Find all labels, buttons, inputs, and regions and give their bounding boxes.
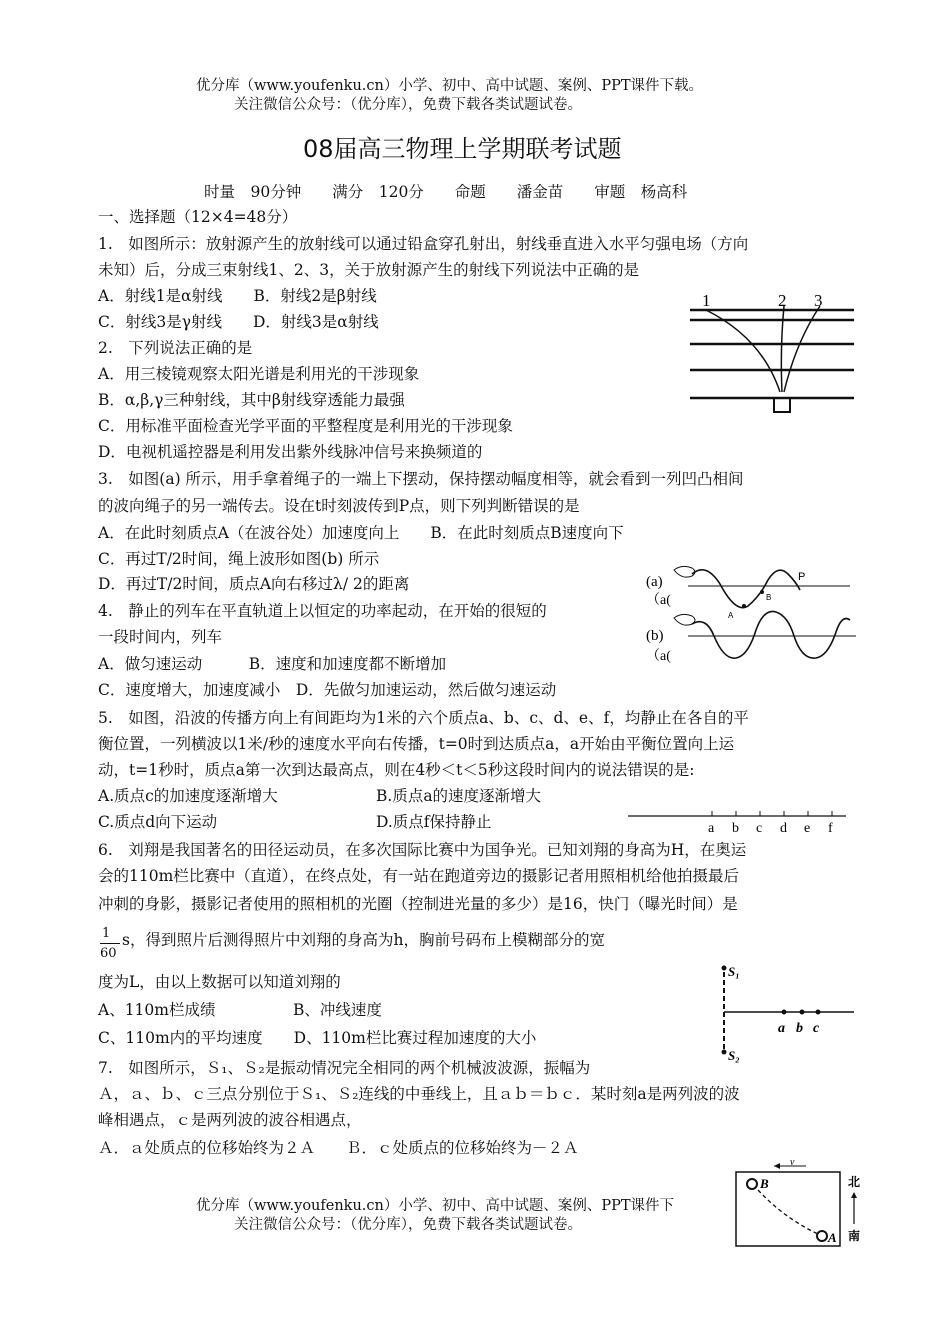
q2-stem: 2. 下列说法正确的是 bbox=[98, 339, 253, 357]
q5-option-b: B.质点a的速度逐渐增大 bbox=[376, 787, 542, 805]
q7-stem-2: Ａ，ａ、ｂ、ｃ三点分别位于Ｓ₁、Ｓ₂连线的中垂线上，且ａｂ＝ｂｃ．某时刻a是两列波的波 bbox=[98, 1085, 740, 1103]
q7-figure bbox=[716, 956, 856, 1066]
exam-meta: 时量 90分钟 满分 120分 命题 潘金苗 审题 杨高科 bbox=[204, 183, 688, 201]
q3-fig-label-a2: （a( bbox=[646, 593, 671, 608]
q6-option-cd: C、110m内的平均速度 D、110m栏比赛过程加速度的大小 bbox=[98, 1029, 537, 1047]
q5-fig-label-b: b bbox=[732, 821, 739, 836]
q7-fig-S2: S₂ bbox=[728, 1048, 740, 1063]
q1-stem-2: 未知）后，分成三束射线1、2、3，关于放射源产生的射线下列说法中正确的是 bbox=[98, 261, 640, 279]
q6-fraction-numerator: 1 bbox=[102, 926, 111, 941]
q5-option-d: D.质点f保持静止 bbox=[376, 813, 492, 831]
q2-option-a: A．用三棱镜观察太阳光谱是利用光的干涉现象 bbox=[98, 365, 420, 383]
q5-fig-label-d: d bbox=[780, 821, 787, 836]
footer-fig-v: v bbox=[790, 1158, 795, 1168]
q4-stem-1: 4. 静止的列车在平直轨道上以恒定的功率起动，在开始的很短的 bbox=[98, 602, 547, 620]
q2-option-b: B．α,β,γ三种射线，其中β射线穿透能力最强 bbox=[98, 391, 405, 409]
page-title: 08届高三物理上学期联考试题 bbox=[303, 135, 622, 163]
q1-stem-1: 1. 如图所示：放射源产生的放射线可以通过铅盒穿孔射出，射线垂直进入水平匀强电场（方向 bbox=[98, 235, 749, 253]
footer-line-2: 关注微信公众号：（优分库），免费下载各类试题试卷。 bbox=[234, 1217, 582, 1233]
q7-fig-a: a bbox=[778, 1021, 785, 1036]
q2-option-d: D．电视机遥控器是利用发出紫外线脉冲信号来换频道的 bbox=[98, 443, 483, 461]
q7-option-ab: Ａ．ａ处质点的位移始终为２Ａ Ｂ．ｃ处质点的位移始终为－２Ａ bbox=[98, 1139, 579, 1157]
q3-fig-label-b: (b) bbox=[646, 628, 664, 644]
q7-fig-S1: S₁ bbox=[728, 964, 740, 979]
footer-fig-north: 北 bbox=[848, 1175, 861, 1189]
header-line-2: 关注微信公众号：（优分库），免费下载各类试题试卷。 bbox=[234, 97, 582, 113]
q6-option-ab: A、110m栏成绩 B、冲线速度 bbox=[98, 1001, 382, 1019]
footer-fig-A: A bbox=[828, 1230, 837, 1245]
q6-stem-5: 度为L，由以上数据可以知道刘翔的 bbox=[98, 973, 341, 991]
q3-fig-label-b2: （a( bbox=[646, 649, 671, 664]
q4-option-ab: A．做匀速运动 B．速度和加速度都不断增加 bbox=[98, 655, 447, 673]
q3-fig-point-P: P bbox=[798, 571, 806, 583]
q5-stem-1: 5. 如图，沿波的传播方向上有间距均为1米的六个质点a、b、c、d、e、f，均静止在各自的平 bbox=[98, 709, 749, 727]
q6-fraction-denominator: 60 bbox=[100, 946, 117, 961]
q4-stem-2: 一段时间内，列车 bbox=[98, 628, 223, 646]
q5-stem-2: 衡位置，一列横波以1米/秒的速度水平向右传播，t=0时到达质点a，a开始由平衡位置向上运 bbox=[98, 735, 735, 753]
q3-stem-1: 3. 如图(a) 所示，用手拿着绳子的一端上下摆动，保持摆动幅度相等，就会看到一列凹凸相间 bbox=[98, 470, 744, 488]
q4-option-cd: C．速度增大，加速度减小 D．先做匀加速运动，然后做匀速运动 bbox=[98, 681, 557, 699]
q5-option-a: A.质点c的加速度逐渐增大 bbox=[98, 787, 278, 805]
q1-figure bbox=[684, 288, 860, 424]
q6-stem-2: 会的110m栏比赛中（直道），在终点处，有一站在跑道旁边的摄影记者用照相机给他拍摄最后 bbox=[98, 867, 740, 885]
q5-stem-3: 动，t=1秒时，质点a第一次到达最高点，则在4秒＜t＜5秒这段时间内的说法错误的是: bbox=[98, 761, 695, 779]
q3-figure bbox=[644, 560, 858, 670]
q3-option-d: D．再过T/2时间，质点A向右移过λ/ 2的距离 bbox=[98, 575, 410, 593]
q3-fig-point-A: A bbox=[728, 611, 734, 620]
q1-option-ab: A．射线1是α射线 B．射线2是β射线 bbox=[98, 287, 377, 305]
q5-fig-label-c: c bbox=[756, 821, 763, 836]
header-line-1: 优分库（www.youfenku.cn）小学、初中、高中试题、案例、PPT课件下载。 bbox=[196, 78, 704, 94]
q1-fig-label-1: 1 bbox=[702, 291, 711, 310]
q7-stem-1: 7. 如图所示，Ｓ₁、Ｓ₂是振动情况完全相同的两个机械波波源，振幅为 bbox=[98, 1059, 591, 1077]
footer-fig-south: 南 bbox=[848, 1229, 861, 1243]
q6-stem-1: 6. 刘翔是我国著名的田径运动员，在多次国际比赛中为国争光。已知刘翔的身高为H，在奥运 bbox=[98, 841, 747, 859]
q7-fig-b: b bbox=[796, 1021, 803, 1036]
q7-fig-c: c bbox=[813, 1021, 820, 1036]
q7-stem-3: 峰相遇点，ｃ是两列波的波谷相遇点， bbox=[98, 1111, 362, 1129]
q5-fig-label-e: e bbox=[804, 821, 811, 836]
q2-option-c: C．用标准平面检查光学平面的平整程度是利用光的干涉现象 bbox=[98, 417, 513, 435]
section-heading: 一、选择题（12×4=48分） bbox=[98, 208, 298, 226]
q3-fig-point-B: B bbox=[766, 593, 772, 602]
q3-option-ab: A．在此时刻质点A（在波谷处）加速度向上 B．在此时刻质点B速度向下 bbox=[98, 524, 624, 542]
q6-stem-4: s，得到照片后测得照片中刘翔的身高为h，胸前号码布上模糊部分的宽 bbox=[122, 931, 605, 949]
q5-fig-label-f: f bbox=[828, 821, 833, 836]
q1-option-cd: C．射线3是γ射线 D．射线3是α射线 bbox=[98, 313, 379, 331]
footer-figure bbox=[734, 1158, 866, 1250]
footer-line-1: 优分库（www.youfenku.cn）小学、初中、高中试题、案例、PPT课件下 bbox=[196, 1198, 675, 1214]
q1-fig-label-3: 3 bbox=[814, 291, 823, 310]
q1-fig-label-2: 2 bbox=[778, 291, 787, 310]
q6-stem-3: 冲刺的身影，摄影记者使用的照相机的光圈（控制进光量的多少）是16，快门（曝光时间）是 bbox=[98, 895, 738, 913]
q3-fig-label-a: (a) bbox=[646, 574, 663, 590]
footer-fig-B: B bbox=[760, 1176, 769, 1191]
q5-figure bbox=[626, 806, 848, 836]
q5-option-c: C.质点d向下运动 bbox=[98, 813, 218, 831]
q3-option-c: C．再过T/2时间，绳上波形如图(b) 所示 bbox=[98, 550, 380, 568]
q5-fig-label-a: a bbox=[708, 821, 715, 836]
q3-stem-2: 的波向绳子的另一端传去。设在t时刻波传到P点，则下列判断错误的是 bbox=[98, 497, 580, 515]
